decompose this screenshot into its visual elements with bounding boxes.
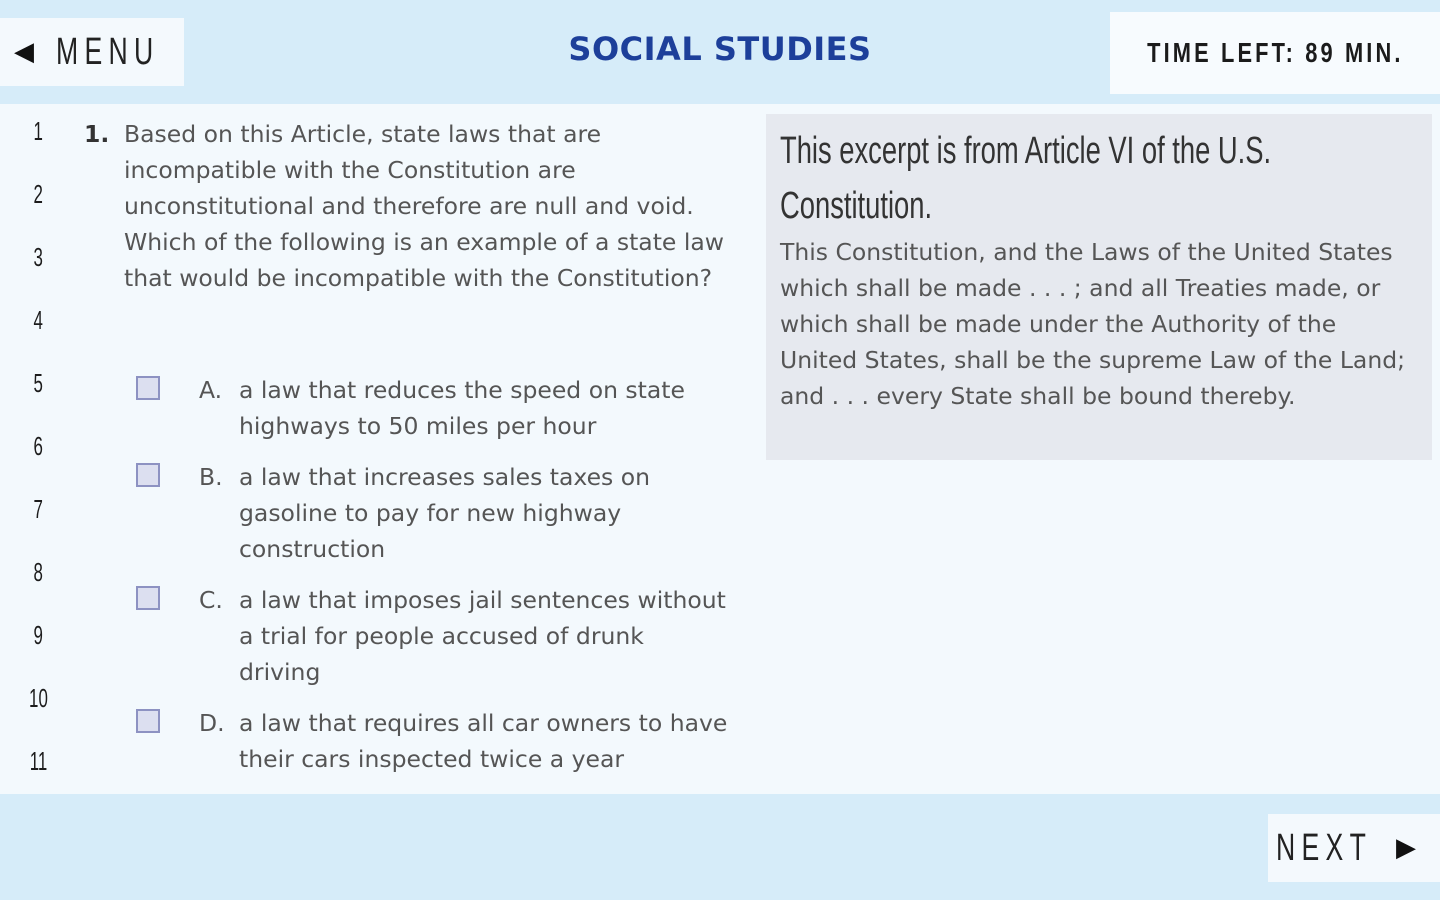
triangle-left-icon: ◀: [14, 37, 34, 67]
triangle-right-icon: ▶: [1396, 833, 1416, 863]
choice-letter: C.: [199, 586, 223, 614]
question-text: Based on this Article, state laws that are incompatible with the Constitution are unconstitutional and therefore are null and void. Which of the following is an example of a state law that would be incompatible with the Constitution?: [124, 120, 724, 292]
choice-letter: A.: [199, 376, 223, 404]
line-number: 2: [33, 179, 43, 209]
line-number: 10: [28, 683, 48, 713]
question-number: 1.: [84, 120, 110, 148]
choice-a-checkbox[interactable]: [136, 376, 160, 400]
question-stem: [84, 116, 744, 296]
line-number: 9: [33, 620, 43, 650]
choice-text: a law that requires all car owners to have their cars inspected twice a year: [239, 709, 728, 773]
line-number: 5: [33, 368, 43, 398]
excerpt-body: This Constitution, and the Laws of the United States which shall be made . . . ; and all Treaties made, or which shall be made under the Authority of the United States, shall be the supreme Law of the Land; and . . . every State shall be bound thereby.: [780, 238, 1406, 410]
line-number: 3: [33, 242, 43, 272]
next-button[interactable]: [1268, 814, 1440, 882]
choice-letter: D.: [199, 709, 225, 737]
line-number: 4: [33, 305, 43, 335]
choice-text: a law that reduces the speed on state highways to 50 miles per hour: [239, 376, 685, 440]
time-left-display: [1110, 12, 1440, 94]
question-panel: [0, 104, 1440, 794]
choice-letter: B.: [199, 463, 223, 491]
line-number: 1: [33, 116, 43, 146]
timer-text: TIME LEFT: 89 MIN.: [1146, 37, 1404, 68]
excerpt-title: This excerpt is from Article VI of the U.S. Constitution.: [780, 130, 1272, 227]
choice-d-checkbox[interactable]: [136, 709, 160, 733]
line-number: 6: [33, 431, 43, 461]
menu-label: MENU: [56, 30, 160, 73]
choice-text: a law that increases sales taxes on gasoline to pay for new highway construction: [239, 463, 651, 563]
choice-b-checkbox[interactable]: [136, 463, 160, 487]
line-number: 8: [33, 557, 43, 587]
excerpt-panel: [766, 114, 1432, 460]
line-numbers: [0, 104, 76, 794]
page-title: SOCIAL STUDIES: [568, 30, 872, 68]
next-label: NEXT: [1276, 826, 1373, 869]
choice-text: a law that imposes jail sentences without a trial for people accused of drunk driving: [239, 586, 726, 686]
line-number: 11: [29, 746, 47, 776]
line-number: 7: [33, 494, 43, 524]
choice-c-checkbox[interactable]: [136, 586, 160, 610]
